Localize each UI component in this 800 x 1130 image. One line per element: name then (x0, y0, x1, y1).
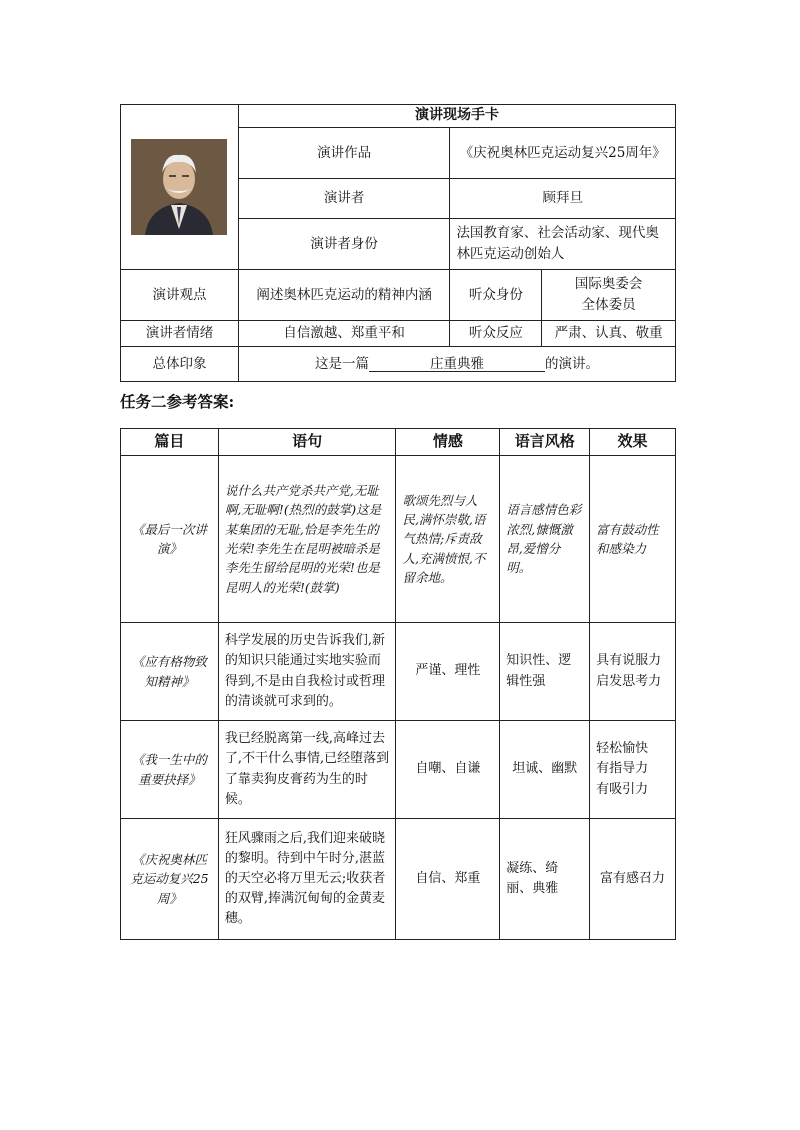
row-sentence: 狂风骤雨之后,我们迎来破晓的黎明。待到中午时分,湛蓝的天空必将万里无云;收获者的双臂,捧满沉甸甸的金黄麦穗。 (218, 819, 396, 940)
identity-value: 法国教育家、社会活动家、现代奥林匹克运动创始人 (450, 219, 676, 270)
audience-label: 听众身份 (450, 270, 542, 321)
row-style: 知识性、逻辑性强 (500, 623, 590, 721)
impression-suffix: 的演讲。 (544, 355, 599, 372)
portrait-cell (121, 105, 239, 270)
speech-card-table (120, 104, 676, 382)
row-effect-line: 轻松愉快 (596, 741, 649, 757)
viewpoint-value: 阐述奥林匹克运动的精神内涵 (238, 270, 450, 321)
row-title: 《应有格物致知精神》 (121, 623, 219, 721)
viewpoint-label: 演讲观点 (121, 270, 239, 321)
speaker-value: 顾拜旦 (450, 179, 676, 219)
speaker-label: 演讲者 (238, 179, 450, 219)
row-emotion: 歌颂先烈与人民,满怀崇敬,语气热情;斥责敌人,充满愤恨,不留余地。 (396, 456, 500, 623)
row-emotion: 自嘲、自谦 (396, 721, 500, 819)
header-effect: 效果 (590, 429, 676, 456)
answers-table (120, 428, 676, 940)
emotion-label: 演讲者情绪 (121, 321, 239, 347)
header-title: 篇目 (121, 429, 219, 456)
row-effect: 富有鼓动性和感染力 (590, 456, 676, 623)
portrait-image (131, 139, 227, 235)
impression-label: 总体印象 (121, 347, 239, 382)
row-sentence: 我已经脱离第一线,高峰过去了,不干什么事情,已经堕落到了靠卖狗皮膏药为生的时候。 (218, 721, 396, 819)
emotion-value: 自信激越、郑重平和 (238, 321, 450, 347)
row-title: 《我一生中的重要抉择》 (121, 721, 219, 819)
row-style: 凝练、绮丽、典雅 (500, 819, 590, 940)
header-sentence: 语句 (218, 429, 396, 456)
impression-blank: 庄重典雅 (369, 357, 545, 373)
row-effect: 富有感召力 (590, 819, 676, 940)
row-style: 坦诚、幽默 (500, 721, 590, 819)
audience-value-line-2: 全体委员 (581, 297, 636, 313)
header-style: 语言风格 (500, 429, 590, 456)
reaction-value: 严肃、认真、敬重 (542, 321, 676, 347)
table-row (121, 456, 676, 623)
table-row (121, 819, 676, 940)
row-effect-line: 有指导力 (596, 761, 649, 777)
row-style: 语言感情色彩浓烈,慷慨激昂,爱憎分明。 (500, 456, 590, 623)
row-title: 《最后一次讲演》 (121, 456, 219, 623)
card-title: 演讲现场手卡 (238, 105, 675, 128)
work-value: 《庆祝奥林匹克运动复兴25周年》 (450, 128, 676, 179)
impression-value (238, 347, 675, 382)
row-title: 《庆祝奥林匹克运动复兴25周》 (121, 819, 219, 940)
row-sentence: 科学发展的历史告诉我们,新的知识只能通过实地实验而得到,不是由自我检讨或哲理的清谈就可求到的。 (218, 623, 396, 721)
row-emotion: 严谨、理性 (396, 623, 500, 721)
reaction-label: 听众反应 (450, 321, 542, 347)
identity-label: 演讲者身份 (238, 219, 450, 270)
audience-value (542, 270, 676, 321)
row-effect-line: 有吸引力 (596, 781, 649, 797)
table-row (121, 623, 676, 721)
row-emotion: 自信、郑重 (396, 819, 500, 940)
impression-prefix: 这是一篇 (314, 355, 369, 372)
work-label: 演讲作品 (238, 128, 450, 179)
table-row (121, 721, 676, 819)
row-effect: 具有说服力启发思考力 (590, 623, 676, 721)
row-effect (590, 721, 676, 819)
task-heading: 任务二参考答案: (120, 392, 235, 411)
row-sentence: 说什么共产党杀共产党,无耻啊,无耻啊!(热烈的鼓掌)这是某集团的无耻,恰是李先生的光荣!李先生在昆明被暗杀是李先生留给昆明的光荣!也是昆明人的光荣!(鼓掌) (218, 456, 396, 623)
audience-value-line-1: 国际奥委会 (574, 276, 643, 293)
portrait-photo (131, 139, 227, 235)
header-emotion: 情感 (396, 429, 500, 456)
